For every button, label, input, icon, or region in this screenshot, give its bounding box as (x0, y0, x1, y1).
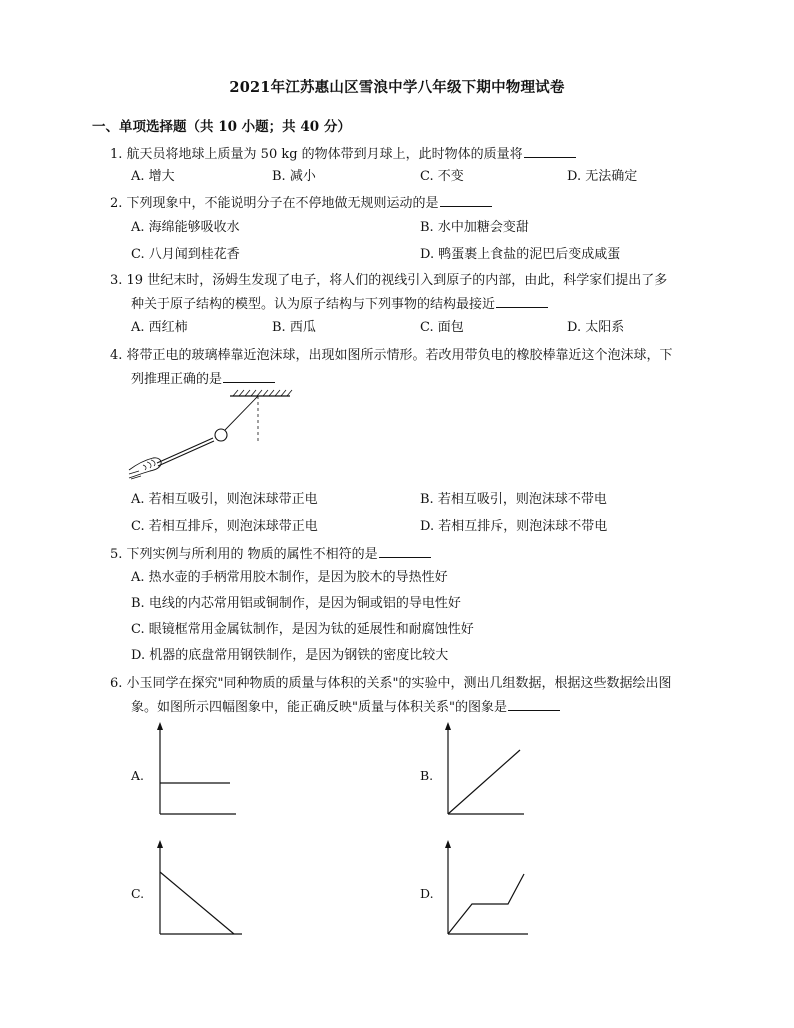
answer-blank[interactable] (379, 545, 431, 558)
q5-option-c[interactable]: C. 眼镜框常用金属钛制作，是因为钛的延展性和耐腐蚀性好 (131, 622, 474, 637)
q3-option-d[interactable]: D. 太阳系 (567, 320, 625, 335)
question-5-stem: 5. 下列实例与所利用的 物质的属性不相符的是 (110, 543, 431, 562)
q1-option-d[interactable]: D. 无法确定 (567, 169, 638, 184)
q2-option-d[interactable]: D. 鸭蛋裹上食盐的泥巴后变成咸蛋 (420, 247, 621, 262)
q3-option-a[interactable]: A. 西红柿 (131, 320, 188, 335)
q5-option-a[interactable]: A. 热水壶的手柄常用胶木制作，是因为胶木的导热性好 (131, 570, 448, 585)
answer-blank[interactable] (508, 698, 560, 711)
question-3-stem-line1: 3. 19 世纪末时，汤姆生发现了电子，将人们的视线引入到原子的内部，由此，科学家们提出了多 (110, 273, 668, 288)
q4-option-b[interactable]: B. 若相互吸引，则泡沫球不带电 (420, 492, 607, 507)
q2-option-a[interactable]: A. 海绵能够吸收水 (131, 220, 240, 235)
q1-option-b[interactable]: B. 减小 (272, 169, 316, 184)
q2-option-c[interactable]: C. 八月闻到桂花香 (131, 247, 240, 262)
answer-blank[interactable] (440, 194, 492, 207)
q6-option-a[interactable]: A. (131, 768, 145, 783)
q4-option-d[interactable]: D. 若相互排斥，则泡沫球不带电 (420, 519, 608, 534)
question-6-stem-line2: 象。如图所示四幅图象中，能正确反映"质量与体积关系"的图象是 (131, 696, 560, 715)
q6-option-c[interactable]: C. (131, 886, 145, 901)
question-1-stem: 1. 航天员将地球上质量为 50 kg 的物体带到月球上，此时物体的质量将 (110, 143, 576, 162)
q6-option-d[interactable]: D. (420, 886, 434, 901)
q2-option-b[interactable]: B. 水中加糖会变甜 (420, 220, 529, 235)
question-4-stem-line2: 列推理正确的是 (131, 368, 275, 387)
q6-option-b[interactable]: B. (420, 768, 434, 783)
answer-blank[interactable] (223, 370, 275, 383)
q4-option-a[interactable]: A. 若相互吸引，则泡沫球带正电 (131, 492, 318, 507)
graph-b (438, 722, 528, 822)
section-heading: 一、单项选择题（共 10 小题；共 40 分） (92, 119, 351, 135)
q1-option-c[interactable]: C. 不变 (420, 169, 464, 184)
q5-option-b[interactable]: B. 电线的内芯常用铝或铜制作，是因为铜或铝的导电性好 (131, 596, 461, 611)
q1-option-a[interactable]: A. 增大 (131, 169, 175, 184)
q4-option-c[interactable]: C. 若相互排斥，则泡沫球带正电 (131, 519, 318, 534)
q5-option-d[interactable]: D. 机器的底盘常用钢铁制作，是因为钢铁的密度比较大 (131, 648, 449, 663)
graph-a (150, 722, 240, 822)
answer-blank[interactable] (496, 295, 548, 308)
page-title: 2021年江苏惠山区雪浪中学八年级下期中物理试卷 (229, 79, 565, 96)
graph-d (438, 840, 538, 940)
answer-blank[interactable] (524, 145, 576, 158)
foam-ball-figure (125, 388, 295, 488)
question-4-stem-line1: 4. 将带正电的玻璃棒靠近泡沫球，出现如图所示情形。若改用带负电的橡胶棒靠近这个泡沫球，下 (110, 348, 673, 363)
question-6-stem-line1: 6. 小玉同学在探究"同种物质的质量与体积的关系"的实验中，测出几组数据，根据这些数据绘出图 (110, 676, 672, 691)
question-2-stem: 2. 下列现象中，不能说明分子在不停地做无规则运动的是 (110, 192, 492, 211)
q3-option-b[interactable]: B. 西瓜 (272, 320, 316, 335)
q3-option-c[interactable]: C. 面包 (420, 320, 464, 335)
question-3-stem-line2: 种关于原子结构的模型。认为原子结构与下列事物的结构最接近 (131, 293, 548, 312)
graph-c (150, 840, 250, 940)
